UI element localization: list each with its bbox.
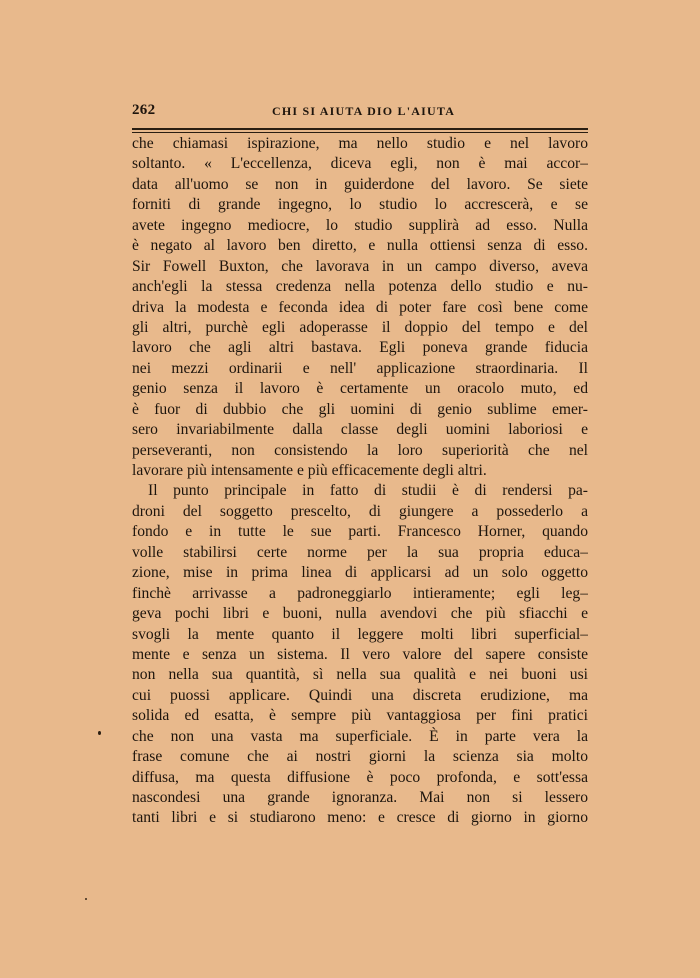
ink-speck (85, 898, 87, 900)
text-line: nascondesi una grande ignoranza. Mai non si lessero (132, 789, 588, 806)
text-line: mente e senza un sistema. Il vero valore del sapere consiste (132, 645, 588, 663)
text-line: cui puossi applicare. Quindi una discreta erudizione, ma (132, 686, 588, 704)
text-line: perseveranti, non consistendo la loro superiorità che nel (132, 441, 588, 459)
text-line: sero invariabilmente dalla classe degli uomini laboriosi e (132, 421, 588, 439)
text-line: tanti libri e si studiarono meno: e cresce di giorno in giorno (132, 809, 588, 827)
text-line: che chiamasi ispirazione, ma nello studio e nel lavoro (132, 135, 588, 152)
text-line: è negato al lavoro ben diretto, e nulla ottiensi senza di esso. (132, 237, 588, 255)
text-line: genio senza il lavoro è certamente un oracolo muto, ed (132, 380, 588, 398)
paragraph-first-line: Il punto principale in fatto di studii è di rendersi pa- (148, 482, 588, 500)
header-rule (132, 128, 588, 130)
text-line: forniti di grande ingegno, lo studio lo accrescerà, e se (132, 196, 588, 214)
text-line: solida ed esatta, è sempre più vantaggiosa per fini pratici (132, 707, 588, 725)
text-line: fondo e in tutte le sue parti. Francesco Horner, quando (132, 523, 588, 541)
text-line: che non una vasta ma superficiale. È in parte vera la (132, 727, 588, 745)
text-line: frase comune che ai nostri giorni la scienza sia molto (132, 748, 588, 766)
text-line: svogli la mente quanto il leggere molti libri superficial– (132, 625, 588, 643)
ink-speck (98, 731, 101, 735)
text-line: lavorare più intensamente e più efficacemente degli altri. (132, 462, 487, 479)
body-text (132, 134, 588, 829)
text-line: nei mezzi ordinarii e nell' applicazione straordinaria. Il (132, 359, 588, 377)
text-line: lavoro che agli altri bastava. Egli poneva grande fiducia (132, 339, 588, 357)
text-line: driva la modesta e feconda idea di poter fare così bene come (132, 298, 588, 316)
text-line: gli altri, purchè egli adoperasse il doppio del tempo e del (132, 318, 588, 336)
text-line: volle stabilirsi certe norme per la sua propria educa– (132, 543, 588, 561)
text-line: non nella sua quantità, sì nella sua qualità e nei buoni usi (132, 666, 588, 684)
text-line: droni del soggetto prescelto, di giungere a possederlo a (132, 502, 588, 520)
running-title: CHI SI AIUTA DIO L'AIUTA (272, 104, 456, 118)
text-line: zione, mise in prima linea di applicarsi ad un solo oggetto (132, 564, 588, 582)
text-line: anch'egli la stessa credenza nella potenza dello studio e nu- (132, 278, 588, 296)
text-line: geva pochi libri e buoni, nulla avendovi che più sfiacchi e (132, 605, 588, 623)
text-line: diffusa, ma questa diffusione è poco profonda, e sott'essa (132, 768, 588, 786)
text-line: Sir Fowell Buxton, che lavorava in un campo diverso, aveva (132, 257, 588, 275)
text-line: è fuor di dubbio che gli uomini di genio sublime emer- (132, 400, 588, 418)
text-line: data all'uomo se non in guiderdone del lavoro. Se siete (132, 175, 588, 193)
text-line: finchè arrivasse a padroneggiarlo intieramente; egli leg– (132, 584, 588, 602)
text-line: avete ingegno mediocre, lo studio supplirà ad esso. Nulla (132, 216, 588, 234)
text-line: soltanto. « L'eccellenza, diceva egli, non è mai accor– (132, 155, 588, 173)
page-header (132, 102, 588, 124)
page-number: 262 (132, 102, 156, 118)
